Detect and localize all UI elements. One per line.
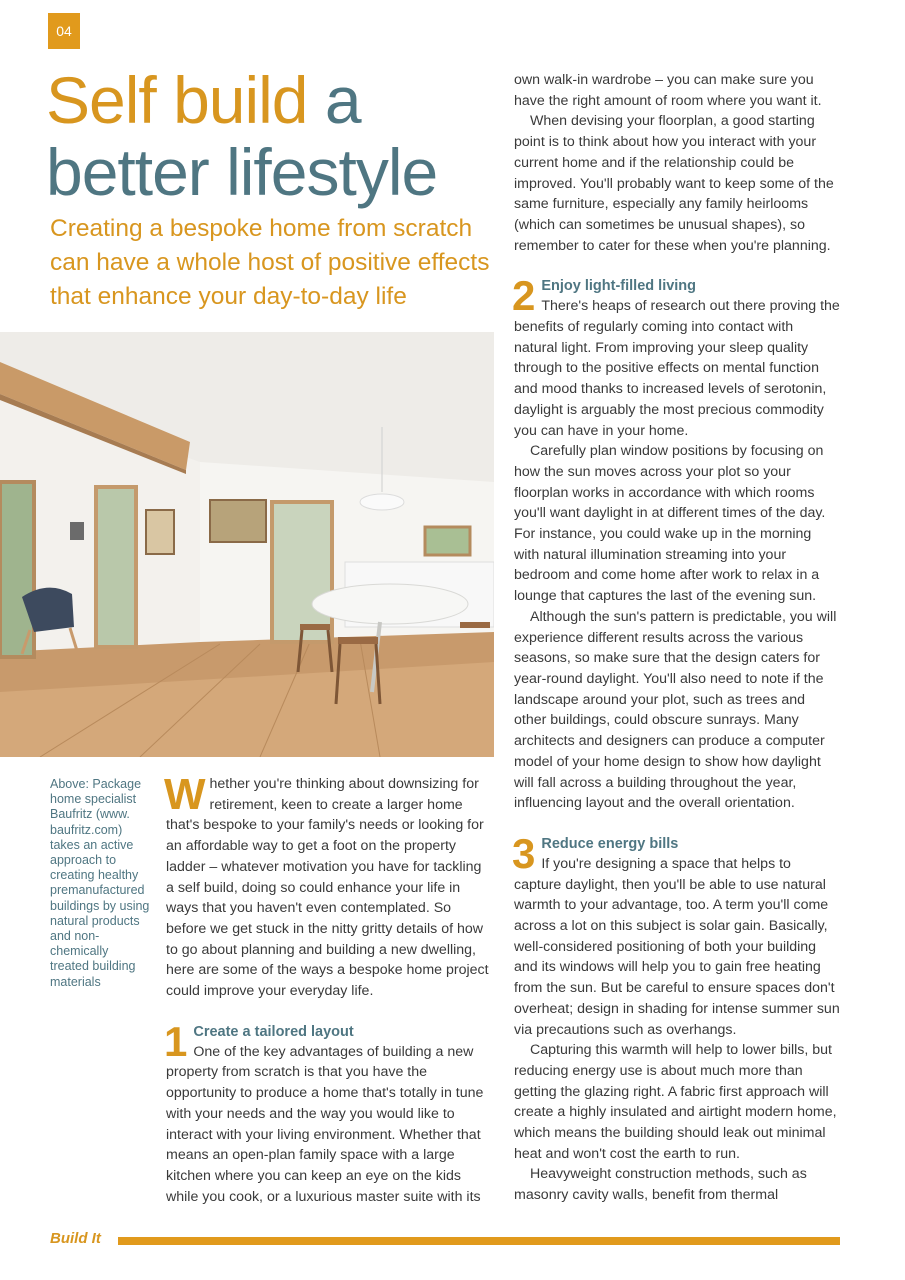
intro-paragraph <box>164 770 492 1002</box>
section-2 <box>512 272 840 814</box>
section-3-heading: Reduce energy bills <box>541 835 679 852</box>
section-2-paragraph-2: Carefully plan window positions by focusing on how the sun moves across your plot so your floorplan works in accordance with which rooms you'll want daylight in at different times of the day. For instance, you could wake up in the morning with natural illumination streaming into your bedroom and come home after work to relax in a lounge that captures the last of the evening sun. <box>514 443 826 605</box>
section-1-paragraph: One of the key advantages of building a new property from scratch is that you have the opportunity to produce a home that's totally in tune with your needs and the way you would like to interact with your living environment. Whether that means an open-plan family space with a large kitchen where you can keep an eye on the kids while you cook, or a luxurious master suite with its <box>166 1043 484 1205</box>
page-number: 04 <box>48 13 80 49</box>
left-column <box>164 770 492 1207</box>
headline <box>46 64 506 208</box>
section-1-continued: own walk-in wardrobe – you can make sure you have the right amount of room where you want it. <box>514 72 822 109</box>
photo-caption: Above: Package home specialist Baufritz (www. baufritz.com) takes an active approach to creating healthy premanufactured buildings by using natural products and non-chemically treated building materials <box>50 777 150 989</box>
section-1-number: 1 <box>164 1017 188 1065</box>
section-3-paragraph-3: Heavyweight construction methods, such as masonry cavity walls, benefit from thermal <box>514 1166 807 1204</box>
section-1-paragraph-2: When devising your floorplan, a good starting point is to think about how you interact with your current home and if the relationship could be improved. You'll probably want to keep some of the same furniture, especially any family heirlooms (which can sometimes be unusual shapes), so remember to cater for these when you're planning. <box>514 113 834 254</box>
headline-part2: a <box>324 63 361 137</box>
standfirst: Creating a bespoke home from scratch can have a whole host of positive effects that enhance your day-to-day life <box>50 215 490 310</box>
footer-rule <box>118 1237 840 1245</box>
section-3 <box>512 829 840 1206</box>
section-2-number: 2 <box>512 272 536 320</box>
intro-text: hether you're thinking about downsizing for retirement, keen to create a larger home that's bespoke to your family's needs or looking for an affordable way to get a foot on the property ladder – whatever motivation you have for tackling a self build, doing so could enhance your life in ways that you haven't even contemplated. So before we get stuck in the nitty gritty details of how to go about planning and building a new dwelling, here are some of the ways a bespoke home project could improve your everyday life. <box>166 776 489 1000</box>
section-1-heading: Create a tailored layout <box>193 1023 354 1040</box>
section-1 <box>164 1017 492 1208</box>
section-2-paragraph-1: There's heaps of research out there proving the benefits of regularly coming into contact with natural light. From improving your sleep quality through to the positive effects on mental function and mood thanks to increased levels of serotonin, daylight is arguably the most precious commodity you can have in your home. <box>514 298 840 439</box>
section-3-number: 3 <box>512 829 536 877</box>
interior-photo <box>0 332 494 757</box>
section-2-heading: Enjoy light-filled living <box>541 278 697 295</box>
drop-cap: W <box>164 770 206 819</box>
right-column <box>514 70 840 1206</box>
headline-line2: better lifestyle <box>46 135 438 209</box>
section-2-paragraph-3: Although the sun's pattern is predictable, you will experience different results across the various seasons, so make sure that the design caters for year-round daylight. You'll also need to note if the landscape around your plot, such as trees and other buildings, could obscure sunrays. Many architects and designers can produce a computer model of your home design to show how daylight will fall across a building throughout the year, influencing layout and the overall orientation. <box>514 608 837 812</box>
headline-part1: Self build <box>46 63 308 137</box>
footer-brand: Build It <box>50 1230 101 1247</box>
section-3-paragraph-1: If you're designing a space that helps to capture daylight, then you'll be able to use natural warmth to your advantage, too. A term you'll come across a lot on this subject is solar gain. Basically, well-considered positioning of both your building and its windows will help you to gain free heating from the sun. But be careful to ensure spaces don't overheat; design in shading for intense summer sun via precautions such as overhangs. <box>514 855 840 1038</box>
section-3-paragraph-2: Capturing this warmth will help to lower bills, but reducing energy use is about much more than getting the glazing right. A fabric first approach will create a highly insulated and airtight modern home, which means the building should leak out minimal heat and won't cost the earth to run. <box>514 1042 837 1162</box>
